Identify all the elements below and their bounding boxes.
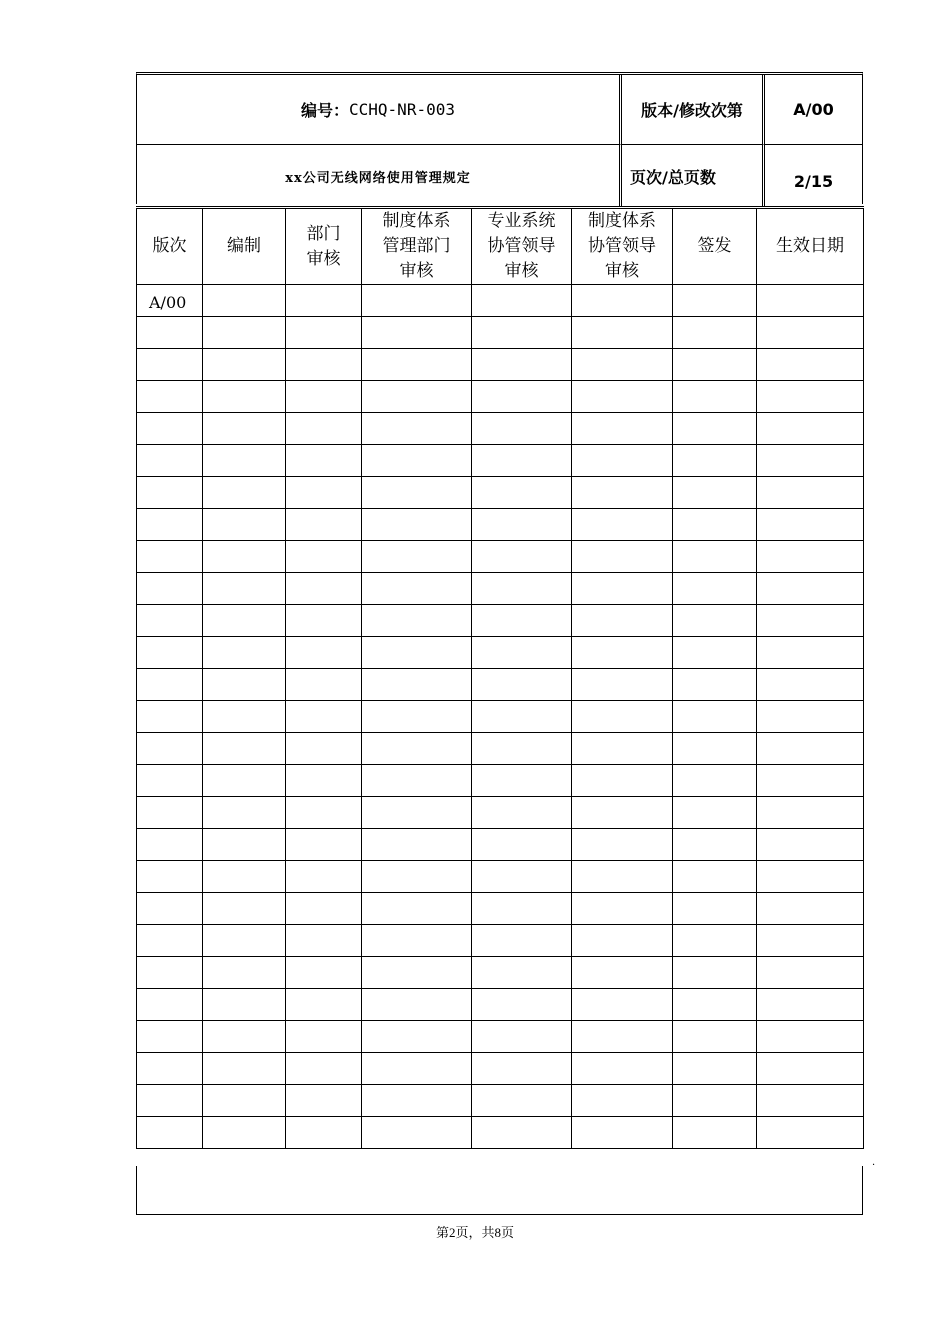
table-cell xyxy=(203,381,286,413)
table-cell xyxy=(203,317,286,349)
table-cell xyxy=(757,349,864,381)
table-cell xyxy=(362,1085,472,1117)
table-cell xyxy=(572,541,673,573)
table-cell xyxy=(286,893,362,925)
table-row xyxy=(137,893,864,925)
table-cell xyxy=(572,925,673,957)
table-cell xyxy=(673,413,757,445)
table-cell xyxy=(362,381,472,413)
table-cell xyxy=(472,381,572,413)
table-cell xyxy=(362,605,472,637)
table-cell xyxy=(673,765,757,797)
table-cell xyxy=(572,381,673,413)
table-cell xyxy=(137,381,203,413)
table-cell xyxy=(472,413,572,445)
table-cell xyxy=(203,1053,286,1085)
table-cell xyxy=(757,317,864,349)
table-cell xyxy=(673,573,757,605)
table-row xyxy=(137,317,864,349)
table-cell xyxy=(286,701,362,733)
table-cell xyxy=(203,349,286,381)
table-cell xyxy=(673,669,757,701)
table-cell xyxy=(286,509,362,541)
table-cell xyxy=(203,445,286,477)
table-cell xyxy=(673,925,757,957)
document-header xyxy=(136,72,863,204)
table-cell xyxy=(572,829,673,861)
table-cell xyxy=(572,893,673,925)
table-cell xyxy=(203,797,286,829)
table-cell xyxy=(673,733,757,765)
table-cell xyxy=(137,349,203,381)
table-cell xyxy=(203,893,286,925)
table-cell xyxy=(472,541,572,573)
table-cell xyxy=(286,1053,362,1085)
table-cell xyxy=(137,1021,203,1053)
table-cell xyxy=(472,733,572,765)
table-cell xyxy=(673,637,757,669)
table-row xyxy=(137,541,864,573)
table-cell xyxy=(137,1117,203,1149)
table-cell xyxy=(572,605,673,637)
table-cell xyxy=(286,637,362,669)
table-cell xyxy=(572,1117,673,1149)
table-cell xyxy=(472,317,572,349)
table-cell xyxy=(673,509,757,541)
table-cell xyxy=(137,733,203,765)
table-cell xyxy=(362,285,472,317)
page-count-value: 2/15 xyxy=(793,171,834,191)
table-cell xyxy=(362,317,472,349)
table-cell xyxy=(673,701,757,733)
table-cell xyxy=(362,541,472,573)
document-code-value: CCHQ-NR-003 xyxy=(349,100,455,119)
table-cell xyxy=(572,957,673,989)
column-header-issuer: 签发 xyxy=(673,208,757,285)
table-cell xyxy=(286,733,362,765)
table-cell xyxy=(572,637,673,669)
table-cell xyxy=(673,861,757,893)
table-cell xyxy=(757,925,864,957)
revision-table xyxy=(136,206,864,1149)
table-cell xyxy=(472,637,572,669)
table-cell xyxy=(137,317,203,349)
table-cell xyxy=(757,1085,864,1117)
table-cell xyxy=(673,381,757,413)
table-cell xyxy=(362,861,472,893)
table-cell xyxy=(362,669,472,701)
table-cell xyxy=(203,1021,286,1053)
table-cell xyxy=(203,989,286,1021)
table-cell xyxy=(757,957,864,989)
table-cell xyxy=(572,349,673,381)
table-cell xyxy=(203,733,286,765)
table-cell xyxy=(757,573,864,605)
table-cell xyxy=(286,957,362,989)
table-cell xyxy=(757,861,864,893)
table-row xyxy=(137,573,864,605)
table-row xyxy=(137,285,864,317)
table-cell xyxy=(286,925,362,957)
footer-box xyxy=(136,1166,863,1215)
table-cell xyxy=(673,317,757,349)
table-cell xyxy=(286,477,362,509)
version-label: 版本/修改次第 xyxy=(622,75,765,145)
table-cell xyxy=(203,1117,286,1149)
table-cell xyxy=(137,669,203,701)
column-header-professional-review: 专业系统 协管领导 审核 xyxy=(472,208,572,285)
table-cell xyxy=(137,925,203,957)
table-cell xyxy=(203,861,286,893)
table-row xyxy=(137,925,864,957)
table-cell xyxy=(137,765,203,797)
table-cell xyxy=(757,765,864,797)
table-cell xyxy=(286,445,362,477)
page-count-label: 页次/总页数 xyxy=(622,145,765,207)
document-code-label: 编号： xyxy=(301,101,350,120)
table-cell xyxy=(362,701,472,733)
table-cell xyxy=(203,477,286,509)
table-cell xyxy=(472,669,572,701)
table-row xyxy=(137,797,864,829)
table-cell xyxy=(137,1085,203,1117)
table-cell xyxy=(673,797,757,829)
table-cell xyxy=(137,445,203,477)
column-header-editor: 编制 xyxy=(203,208,286,285)
table-cell xyxy=(286,317,362,349)
table-cell xyxy=(472,1021,572,1053)
table-cell xyxy=(362,477,472,509)
table-cell xyxy=(137,989,203,1021)
table-cell xyxy=(472,349,572,381)
table-cell xyxy=(472,765,572,797)
table-header-row xyxy=(137,208,864,285)
table-cell xyxy=(472,893,572,925)
table-cell xyxy=(286,989,362,1021)
table-cell xyxy=(757,381,864,413)
table-cell xyxy=(472,605,572,637)
table-row xyxy=(137,349,864,381)
table-cell xyxy=(472,861,572,893)
column-header-effective-date: 生效日期 xyxy=(757,208,864,285)
document-code-cell xyxy=(137,75,622,145)
table-cell xyxy=(362,445,472,477)
table-cell xyxy=(137,861,203,893)
table-row xyxy=(137,445,864,477)
table-cell xyxy=(673,893,757,925)
table-cell xyxy=(203,509,286,541)
table-cell xyxy=(757,989,864,1021)
table-cell xyxy=(673,957,757,989)
table-row xyxy=(137,701,864,733)
table-cell xyxy=(673,541,757,573)
table-cell xyxy=(203,925,286,957)
table-row xyxy=(137,381,864,413)
table-cell xyxy=(137,541,203,573)
table-cell xyxy=(673,349,757,381)
table-row xyxy=(137,413,864,445)
table-cell xyxy=(203,957,286,989)
table-cell xyxy=(362,1021,472,1053)
column-header-system-mgmt-review: 制度体系 管理部门 审核 xyxy=(362,208,472,285)
table-cell xyxy=(203,701,286,733)
table-cell xyxy=(362,573,472,605)
table-cell xyxy=(673,829,757,861)
table-cell xyxy=(137,477,203,509)
table-cell xyxy=(362,829,472,861)
table-cell xyxy=(757,413,864,445)
table-cell xyxy=(572,413,673,445)
table-cell xyxy=(203,637,286,669)
table-row xyxy=(137,1085,864,1117)
table-cell xyxy=(472,989,572,1021)
table-cell xyxy=(472,1085,572,1117)
table-cell xyxy=(137,701,203,733)
table-cell xyxy=(757,1117,864,1149)
table-cell xyxy=(137,605,203,637)
table-cell xyxy=(472,701,572,733)
table-cell xyxy=(757,477,864,509)
column-header-version: 版次 xyxy=(137,208,203,285)
table-row xyxy=(137,1117,864,1149)
table-cell xyxy=(757,1053,864,1085)
table-cell xyxy=(286,669,362,701)
table-cell xyxy=(572,733,673,765)
table-cell xyxy=(673,1021,757,1053)
table-cell xyxy=(673,1117,757,1149)
column-header-dept-review: 部门 审核 xyxy=(286,208,362,285)
table-cell xyxy=(362,349,472,381)
table-cell xyxy=(362,1053,472,1085)
table-cell xyxy=(286,541,362,573)
table-cell xyxy=(203,285,286,317)
table-cell xyxy=(472,829,572,861)
table-cell xyxy=(203,413,286,445)
table-cell xyxy=(137,1053,203,1085)
table-cell xyxy=(362,733,472,765)
table-cell xyxy=(362,989,472,1021)
table-cell xyxy=(572,509,673,541)
table-cell xyxy=(572,797,673,829)
table-cell xyxy=(472,957,572,989)
table-cell xyxy=(757,637,864,669)
table-row xyxy=(137,861,864,893)
table-cell xyxy=(286,349,362,381)
table-row xyxy=(137,509,864,541)
table-cell xyxy=(286,1085,362,1117)
table-cell xyxy=(572,989,673,1021)
table-cell xyxy=(362,413,472,445)
table-cell xyxy=(362,957,472,989)
table-cell xyxy=(757,605,864,637)
version-value: A/00 xyxy=(765,75,862,145)
table-cell xyxy=(572,1053,673,1085)
table-cell xyxy=(572,317,673,349)
table-cell xyxy=(137,413,203,445)
table-cell xyxy=(472,477,572,509)
table-cell xyxy=(673,605,757,637)
table-row xyxy=(137,957,864,989)
table-cell xyxy=(472,285,572,317)
table-cell xyxy=(137,829,203,861)
table-cell xyxy=(757,285,864,317)
table-cell xyxy=(286,765,362,797)
table-cell xyxy=(362,765,472,797)
table-cell xyxy=(203,541,286,573)
table-cell xyxy=(203,829,286,861)
table-cell xyxy=(203,573,286,605)
table-row xyxy=(137,477,864,509)
table-cell xyxy=(572,701,673,733)
table-cell xyxy=(286,381,362,413)
table-cell xyxy=(673,1053,757,1085)
table-cell xyxy=(203,669,286,701)
table-cell xyxy=(286,1021,362,1053)
table-cell xyxy=(362,1117,472,1149)
document-title: xx公司无线网络使用管理规定 xyxy=(137,145,622,207)
table-row xyxy=(137,765,864,797)
table-cell xyxy=(203,1085,286,1117)
version-cell: A/00 xyxy=(137,285,203,317)
table-cell xyxy=(673,477,757,509)
table-row xyxy=(137,1053,864,1085)
table-cell xyxy=(286,861,362,893)
table-cell xyxy=(572,1085,673,1117)
table-cell xyxy=(362,797,472,829)
table-cell xyxy=(362,509,472,541)
table-cell xyxy=(137,957,203,989)
table-row xyxy=(137,829,864,861)
table-cell xyxy=(757,541,864,573)
table-row xyxy=(137,989,864,1021)
table-cell xyxy=(757,1021,864,1053)
table-cell xyxy=(362,925,472,957)
table-cell xyxy=(286,829,362,861)
table-cell xyxy=(472,925,572,957)
table-cell xyxy=(286,605,362,637)
table-cell xyxy=(286,573,362,605)
table-cell xyxy=(673,285,757,317)
table-cell xyxy=(472,445,572,477)
table-row xyxy=(137,637,864,669)
table-cell xyxy=(757,829,864,861)
table-cell xyxy=(673,989,757,1021)
table-cell xyxy=(572,477,673,509)
table-cell xyxy=(472,1053,572,1085)
table-cell xyxy=(137,637,203,669)
table-cell xyxy=(673,445,757,477)
table-cell xyxy=(472,509,572,541)
table-row xyxy=(137,605,864,637)
table-cell xyxy=(572,285,673,317)
table-cell xyxy=(572,445,673,477)
table-cell xyxy=(757,701,864,733)
table-cell xyxy=(137,573,203,605)
table-cell xyxy=(572,1021,673,1053)
table-cell xyxy=(757,669,864,701)
table-cell xyxy=(757,445,864,477)
table-cell xyxy=(673,1085,757,1117)
table-cell xyxy=(572,861,673,893)
table-cell xyxy=(572,669,673,701)
table-cell xyxy=(362,893,472,925)
table-cell xyxy=(137,797,203,829)
table-cell xyxy=(572,765,673,797)
table-cell xyxy=(286,797,362,829)
table-cell xyxy=(362,637,472,669)
table-row xyxy=(137,733,864,765)
table-cell xyxy=(757,733,864,765)
table-cell xyxy=(757,797,864,829)
table-row xyxy=(137,669,864,701)
table-cell xyxy=(286,1117,362,1149)
table-cell xyxy=(472,573,572,605)
table-cell xyxy=(286,413,362,445)
table-cell xyxy=(137,509,203,541)
table-cell xyxy=(472,797,572,829)
column-header-system-leader-review: 制度体系 协管领导 审核 xyxy=(572,208,673,285)
table-row xyxy=(137,1021,864,1053)
margin-mark: · xyxy=(872,1160,876,1171)
table-cell xyxy=(203,765,286,797)
table-cell xyxy=(572,573,673,605)
page-number: 第2页，共8页 xyxy=(435,1225,514,1240)
table-cell xyxy=(203,605,286,637)
table-cell xyxy=(757,509,864,541)
table-cell xyxy=(757,893,864,925)
table-cell xyxy=(286,285,362,317)
table-cell xyxy=(137,893,203,925)
table-cell xyxy=(472,1117,572,1149)
